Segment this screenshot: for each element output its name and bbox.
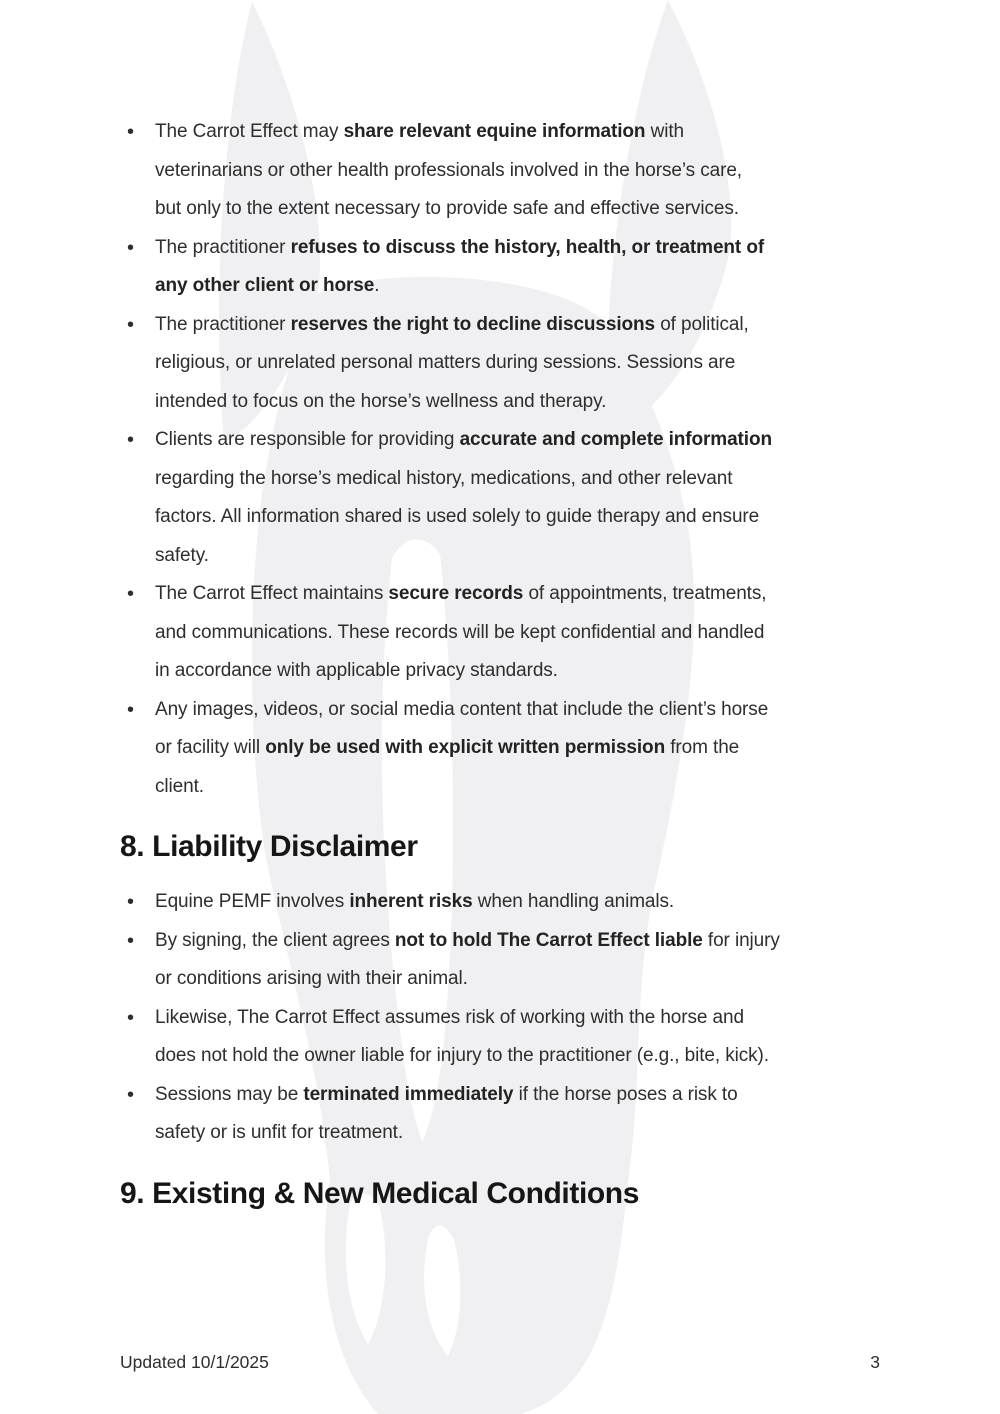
bullet-text: The practitioner reserves the right to decline discussions of political, religious, or unrelated personal matters during sessions. Sessions are intended to focus on the horse’s wellness and therapy. [155,313,749,412]
bullet-text: Clients are responsible for providing accurate and complete information regarding the horse’s medical history, medications, and other relevant factors. All information shared is used solely to guide therapy and ensure safety. [155,429,772,566]
bullet-text: Any images, videos, or social media content that include the client’s horse or facility will only be used with explicit written permission from the client. [155,698,769,797]
bullet-text: The Carrot Effect maintains secure records of appointments, treatments, and communications. These records will be kept confidential and handled in accordance with applicable privacy standards. [155,583,767,681]
bullet-item [120,883,890,922]
bullet-item [120,691,890,807]
bullet-text: The Carrot Effect may share relevant equine information with veterinarians or other health professionals involved in the horse’s care, but only to the extent necessary to provide safe and effective services. [155,121,742,219]
bullet-item [120,999,890,1076]
bullet-marker-icon: • [127,891,135,913]
bullet-item [120,1076,890,1153]
bullet-text: Likewise, The Carrot Effect assumes risk of working with the horse and does not hold the owner liable for injury to the practitioner (e.g., bite, kick). [155,1006,769,1066]
bullet-marker-icon: • [127,429,135,451]
bullet-marker-icon: • [127,121,135,143]
page-footer [120,1352,880,1373]
bullet-marker-icon: • [127,698,135,721]
bullet-marker-icon: • [127,583,135,605]
section-9-heading: 9. Existing & New Medical Conditions [120,1176,640,1210]
bullet-text: The practitioner refuses to discuss the history, health, or treatment of any other client or horse. [155,236,765,296]
updated-date-label: Updated 10/1/2025 [120,1352,269,1372]
section-8-heading: 8. Liability Disclaimer [120,830,418,863]
page-number: 3 [870,1352,880,1372]
bullet-text: By signing, the client agrees not to hold The Carrot Effect liable for injury or conditions arising with their animal. [155,929,780,989]
bullet-marker-icon: • [127,1006,135,1029]
liability-bullet-list [120,883,890,1153]
bullet-item [120,306,890,422]
bullet-item [120,575,890,691]
bullet-marker-icon: • [127,929,135,952]
bullet-item [120,113,890,229]
bullet-text: Equine PEMF involves inherent risks when handling animals. [155,891,675,912]
bullet-item [120,229,890,306]
bullet-text: Sessions may be terminated immediately if the horse poses a risk to safety or is unfit for treatment. [155,1083,738,1143]
bullet-marker-icon: • [127,313,135,336]
bullet-marker-icon: • [127,236,135,259]
bullet-item [120,922,890,999]
bullet-marker-icon: • [127,1083,135,1106]
bullet-item [120,421,890,575]
confidentiality-bullet-list [120,113,890,806]
